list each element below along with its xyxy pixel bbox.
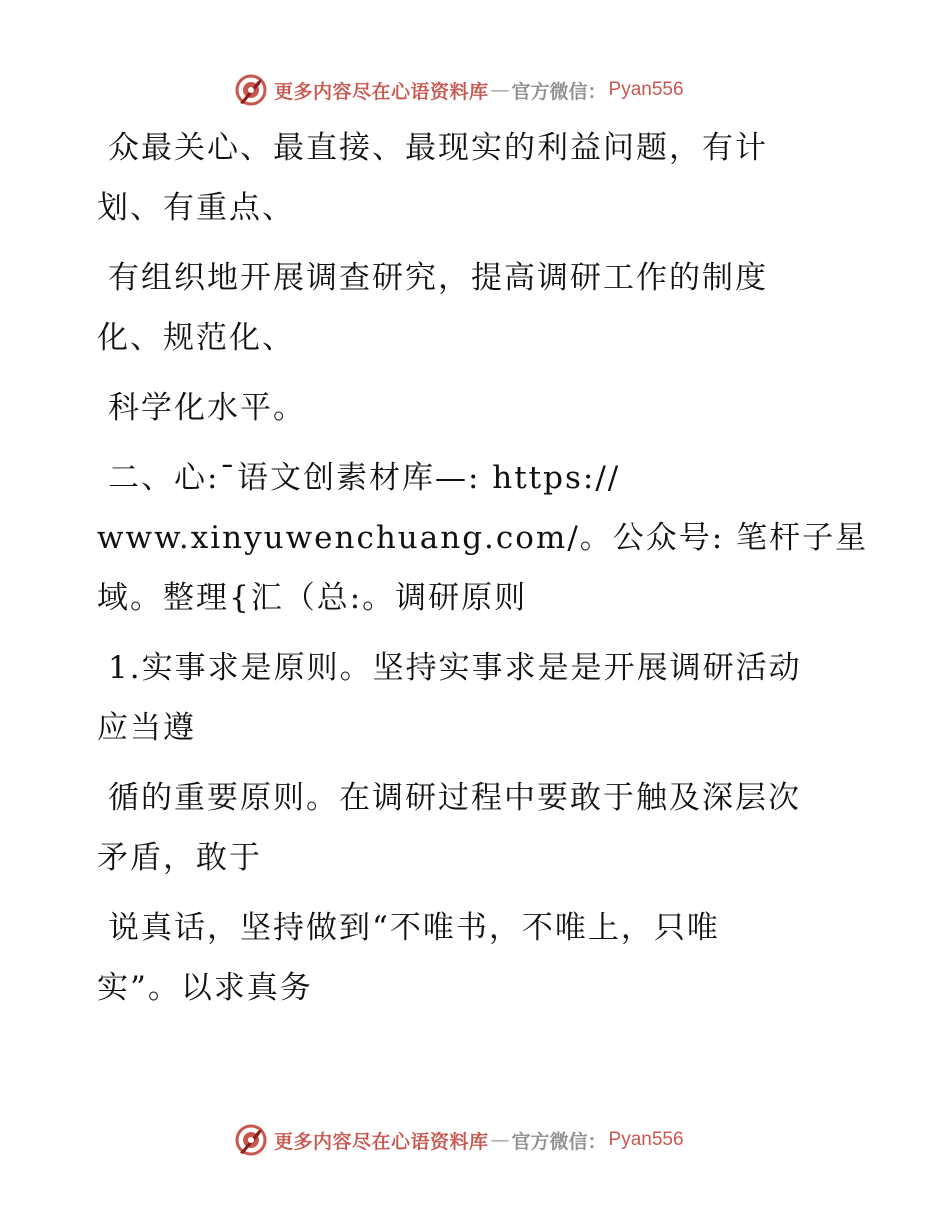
watermark-dash: — [490,1129,510,1151]
text-line: 1.实事求是原则。坚持实事求是是开展调研活动 [108,650,802,686]
paragraph [97,638,857,758]
watermark-site-text: 更多内容尽在心语资料库 [274,1130,489,1153]
document-body [97,118,869,1018]
watermark-wechat-label: 官方微信： [511,80,607,103]
text-line: 应当遵 [97,710,196,746]
watermark-wechat-id: Pyan556 [608,79,684,100]
text-line: 循的重要原则。在调研过程中要敢于触及深层次 [108,780,801,816]
paragraph [97,378,857,438]
text-line: 实”。以求真务 [97,970,313,1006]
text-line: 域。整理{汇（总:。调研原则 [97,580,528,616]
paragraph [97,768,857,888]
text-line: www.xinyuwenchuang.com/。公众号: 笔杆子星 [97,520,869,556]
text-line: 众最关心、最直接、最现实的利益问题，有计 [108,130,768,166]
text-line: 说真话，坚持做到“不唯书，不唯上，只唯 [108,910,720,946]
text-line: 矛盾，敢于 [97,840,262,876]
paragraph [97,448,869,628]
text-line: 二、心:¯语文创素材库—: https:// [108,460,621,496]
watermark-site-text: 更多内容尽在心语资料库 [274,80,489,103]
text-line: 科学化水平。 [108,390,306,426]
text-line: 化、规范化、 [97,320,295,356]
header-watermark [234,72,684,108]
watermark-wechat-id: Pyan556 [608,1129,684,1150]
paragraph [97,248,857,368]
watermark-dash: — [490,79,510,101]
quill-pen-logo-icon [234,73,268,107]
footer-watermark [234,1122,684,1158]
text-line: 有组织地开展调查研究，提高调研工作的制度 [108,260,768,296]
quill-pen-logo-icon [234,1123,268,1157]
watermark-wechat-label: 官方微信： [511,1130,607,1153]
paragraph [97,118,857,238]
paragraph [97,898,857,1018]
text-line: 划、有重点、 [97,190,295,226]
